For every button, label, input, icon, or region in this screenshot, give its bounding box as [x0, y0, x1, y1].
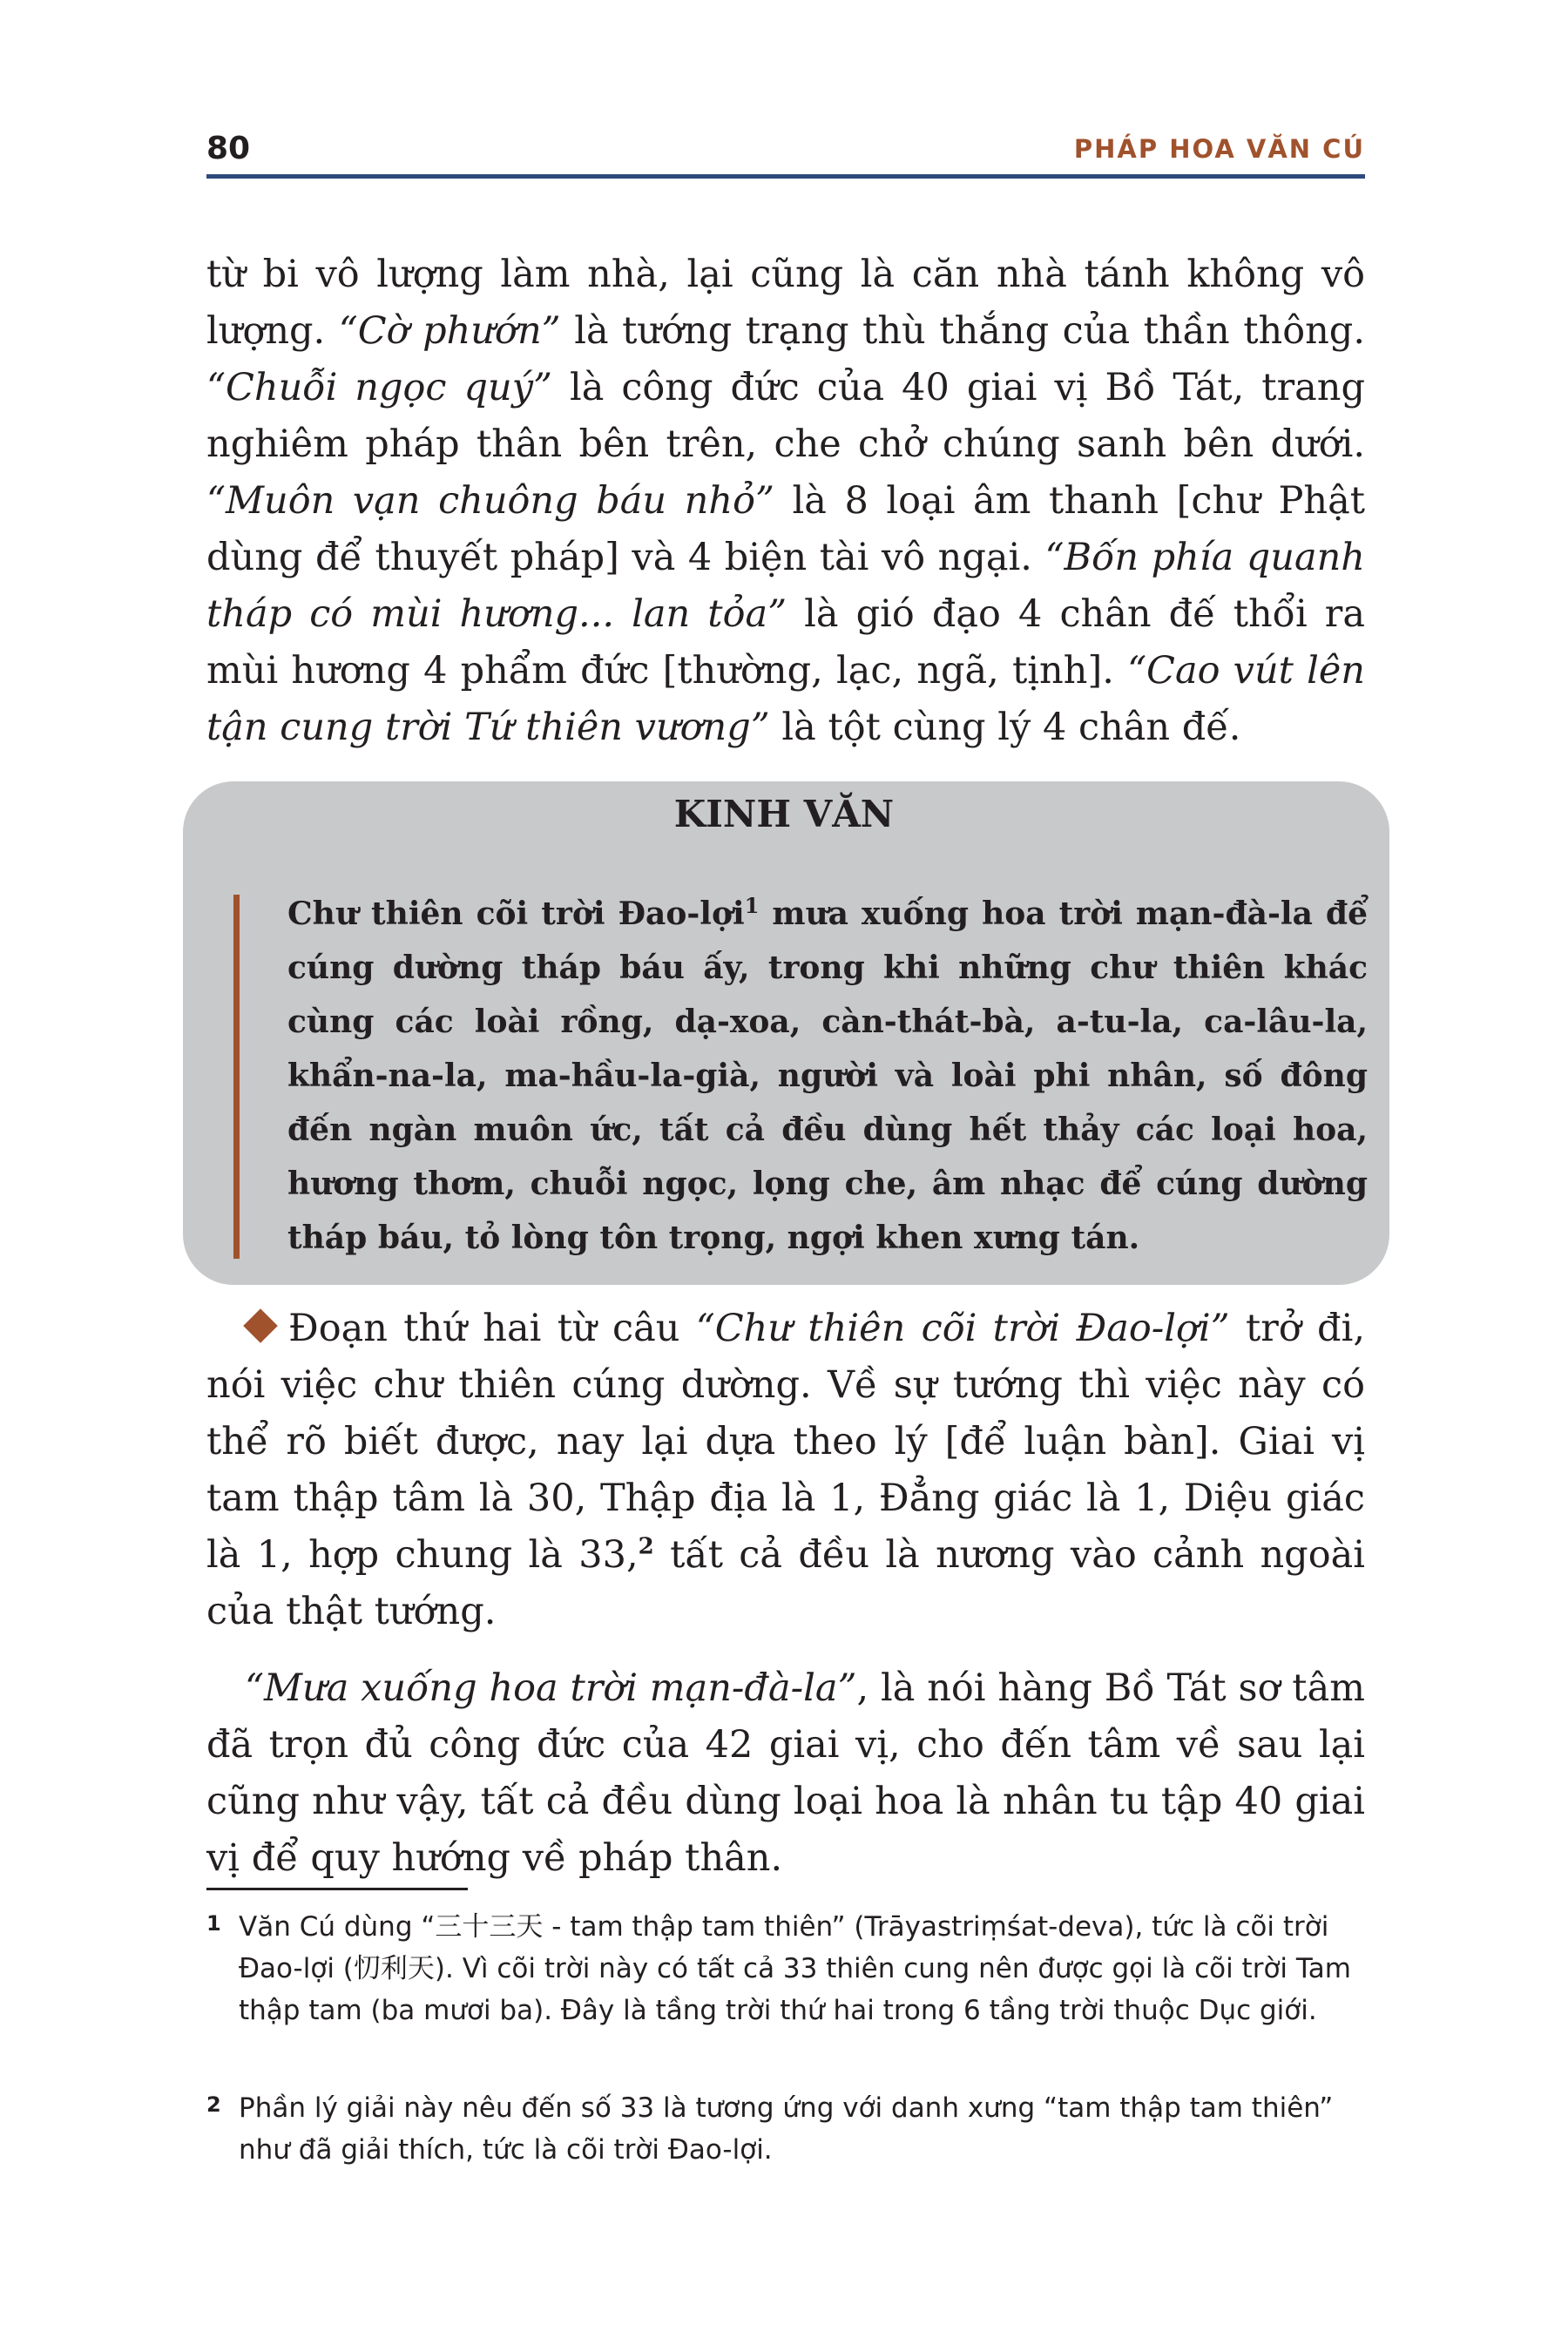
intro-paragraph	[206, 247, 1365, 756]
commentary-text: trở đi, nói việc chư thiên cúng dường. Về sự tướng thì việc này có thể rõ biết được, nay lại dựa theo lý [để luận bàn]. Giai vị tam thập tâm là 30, Thập địa là 1, Đẳng giác là 1, Diệu giác là 1, hợp chung là 33,	[206, 1307, 1365, 1577]
sutra-text-part: mưa xuống hoa trời mạn-đà-la để cúng dường tháp báu ấy, trong khi những chư thiên khác cùng các loài rồng, dạ-xoa, càn-thát-bà, a-tu-la, ca-lâu-la, khẩn-na-la, ma-hầu-la-già, người và loài phi nhân, số đông đến ngàn muôn ức, tất cả đều dùng hết thảy các loại hoa, hương thơm, chuỗi ngọc, lọng che, âm nhạc để cúng dường tháp báu, tỏ lòng tôn trọng, ngợi khen xưng tán.	[287, 896, 1369, 1256]
footnote-text: Phần lý giải này nêu đến số 33 là tương ứng với danh xưng “tam thập tam thiên” như đã giải thích, tức là cõi trời Đao-lợi.	[239, 2092, 1334, 2166]
page-number: 80	[206, 131, 251, 166]
footnote-mark: 2	[206, 2092, 221, 2117]
quote-cao-vut: “Cao vút lên tận cung trời Tứ thiên vương”	[206, 649, 1365, 749]
quote-chuong-bau: “Muôn vạn chuông báu nhỏ”	[206, 479, 774, 523]
commentary-paragraph-2	[206, 1660, 1365, 1887]
commentary-text: Đoạn thứ hai từ câu	[288, 1307, 696, 1350]
intro-text: là 8 loại âm thanh [chư Phật dùng để thuyết pháp] và 4 biện tài vô ngại.	[206, 479, 1365, 579]
quote-chu-thien: “Chư thiên cõi trời Đao-lợi”	[695, 1307, 1230, 1350]
footnote-ref-2[interactable]: 2	[638, 1533, 654, 1560]
sutra-accent-bar	[233, 895, 240, 1259]
intro-text: là tướng trạng thù thắng của thần thông.	[560, 309, 1365, 353]
footnote-separator	[206, 1888, 468, 1890]
sutra-heading: KINH VĂN	[673, 793, 895, 835]
footnote-2	[206, 2087, 1365, 2171]
page-header	[206, 122, 1365, 185]
intro-text: từ bi vô lượng làm nhà, lại cũng là căn nhà tánh không vô lượng.	[206, 253, 1365, 353]
footnote-ref-1[interactable]: 1	[744, 893, 760, 918]
quote-co-phuon: “Cờ phướn”	[338, 309, 561, 353]
intro-text: là gió đạo 4 chân đế thổi ra mùi hương 4 phẩm đức [thường, lạc, ngã, tịnh].	[206, 592, 1365, 693]
footnote-text: Văn Cú dùng “三十三天 - tam thập tam thiên” (Trāyastriṃśat-deva), tức là cõi trời Đao-lợi (忉利天). Vì cõi trời này có tất cả 33 thiên cung nên được gọi là cõi trời Tam thập tam (ba mươi ba). Đây là tầng trời thứ hai trong 6 tầng trời thuộc Dục giới.	[239, 1911, 1351, 2026]
commentary-text: tất cả đều là nương vào cảnh ngoài của thật tướng.	[206, 1533, 1365, 1633]
commentary-text: , là nói hàng Bồ Tát sơ tâm đã trọn đủ công đức của 42 giai vị, cho đến tâm về sau lại cũng như vậy, tất cả đều dùng loại hoa là nhân tu tập 40 giai vị để quy hướng về pháp thân.	[206, 1666, 1365, 1880]
intro-text: là tột cùng lý 4 chân đế.	[769, 706, 1241, 749]
footnote-1	[206, 1906, 1365, 2031]
header-rule	[206, 174, 1365, 179]
sutra-text	[287, 887, 1368, 1265]
intro-text: là công đức của 40 giai vị Bồ Tát, trang nghiêm pháp thân bên trên, che chở chúng sanh bên dưới.	[206, 366, 1366, 466]
quote-chuoi-ngoc: “Chuỗi ngọc quý”	[206, 366, 552, 409]
commentary-paragraph-1	[206, 1301, 1365, 1640]
footnote-mark: 1	[206, 1911, 221, 1936]
sutra-text-part: Chư thiên cõi trời Đao-lợi	[287, 896, 745, 932]
diamond-bullet-icon	[243, 1308, 278, 1343]
quote-mua-hoa: “Mưa xuống hoa trời mạn-đà-la”	[245, 1666, 857, 1710]
running-title: PHÁP HOA VĂN CÚ	[1073, 134, 1365, 164]
quote-bon-phia: “Bốn phía quanh tháp có mùi hương... lan tỏa”	[206, 536, 1365, 636]
